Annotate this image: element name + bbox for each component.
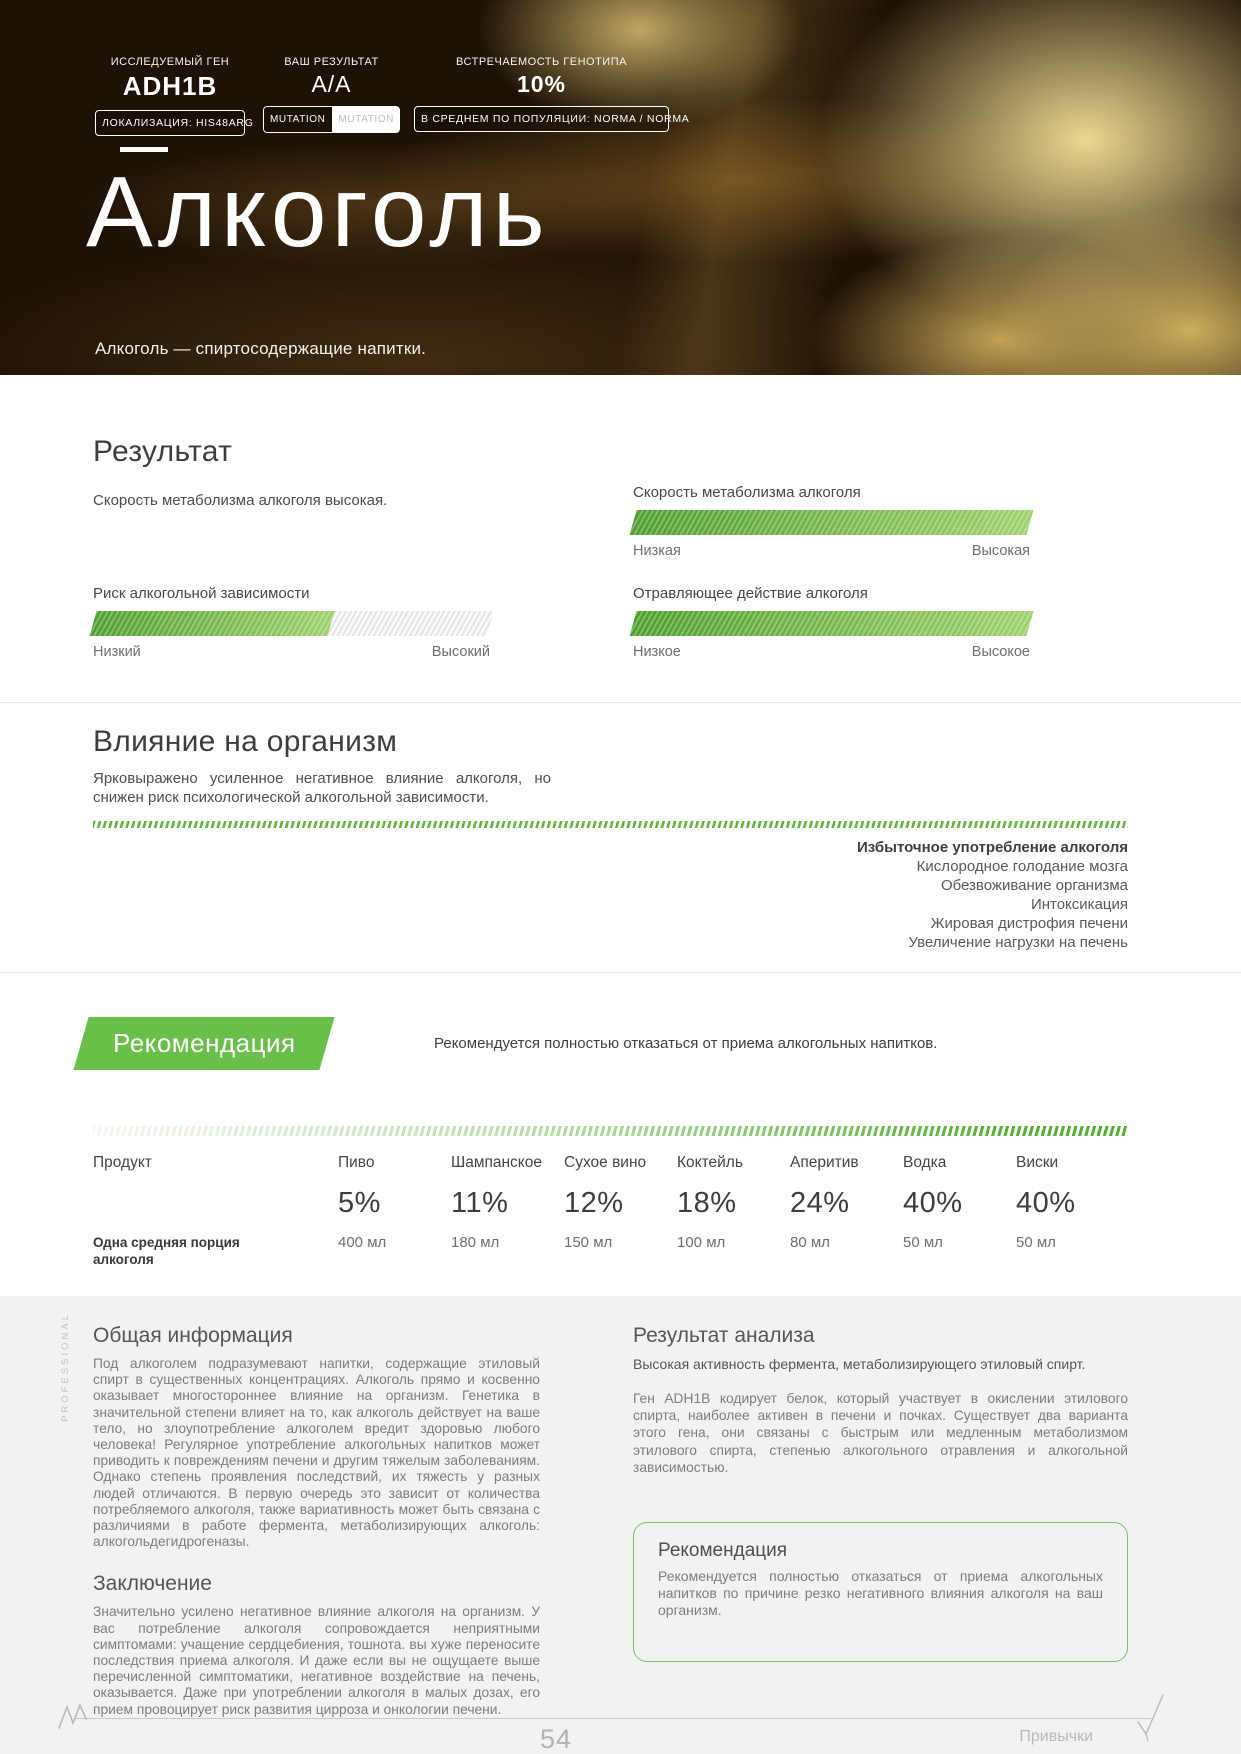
details-section [0,1296,1241,1754]
frequency-value: 10% [516,71,567,97]
stat-gene [95,56,254,136]
meter-scale [93,644,490,660]
strength-cell-empty [93,1172,338,1220]
column-header: Аперитив [790,1154,859,1171]
result-value: A/A [311,71,352,97]
meter-scale [633,543,1030,559]
portion-cell: 50 мл [903,1234,943,1251]
page-footer [75,1718,1151,1754]
meter-toxic-effect [633,585,1030,660]
result-label: ВАШ РЕЗУЛЬТАТ [284,56,379,68]
scale-min-label: Низкое [633,644,681,660]
scale-min-label: Низкая [633,543,681,559]
portion-cell: 100 мл [677,1234,726,1251]
portion-cell: 50 мл [1016,1234,1056,1251]
column-header: Шампанское [451,1154,543,1171]
details-columns [93,1324,1128,1718]
recommendation-box [633,1522,1128,1662]
meter-label: Скорость метаболизма алкоголя [633,484,861,501]
flourish-zigzag-icon [57,1702,93,1730]
portion-cell: 150 мл [564,1234,613,1251]
conclusion-text: Значительно усилено негативное влияние алкоголя на организм. У вас потребление алкоголя сопровождается неприятными симптомами: учащение сердцебиения, тошнота. вы хуже переносите последствия приема алкоголя. И даже если вы не ощущаете выше перечисленной симптоматики, негативное воздействие на печень, оказывается. Даже при употреблении алкоголя в малых дозах, его прием провоцирует риск развития цирроза и онкологии печени. [93,1604,540,1717]
mutation-toggle-right[interactable]: MUTATION [333,106,401,133]
portion-row-label: Одна средняя порция алкоголя [93,1235,240,1267]
green-hatch-divider [93,821,1128,828]
meter-metabolism-speed [633,484,1030,559]
mutation-toggle [263,106,400,133]
recommendation-banner-text: Рекомендуется полностью отказаться от приема алкогольных напитков. [434,1035,938,1052]
meter-label: Риск алкогольной зависимости [93,585,310,602]
influence-section [0,703,1241,973]
recommendation-section [0,973,1241,1268]
green-gradient-hatch-divider [93,1126,1128,1136]
recommendation-banner [93,1017,1128,1070]
strength-cell: 24% [790,1187,850,1219]
portion-cell: 80 мл [790,1234,830,1251]
effect-item: Кислородное голодание мозга [916,858,1128,875]
footer-divider [75,1718,1151,1719]
details-left-column [93,1324,540,1718]
meter-fill [89,611,334,636]
column-header: Виски [1016,1154,1059,1171]
scale-max-label: Высокая [971,543,1030,559]
page-number: 54 [540,1723,573,1754]
influence-heading: Влияние на организм [93,725,398,758]
result-section [0,375,1241,703]
strength-cell: 5% [338,1187,381,1219]
stat-genotype-frequency [414,56,690,132]
meter-track [629,510,1033,535]
checkmark-icon [1135,1692,1167,1742]
column-header-product: Продукт [93,1154,152,1171]
general-info-text: Под алкоголем подразумевают напитки, содержащие этиловый спирт в существенных концентрациях. Алкоголь прямо и косвенно оказывает многостороннее влияние на организм. Генетика в значительной степени влияет на то, как алкоголь действует на ваше тело, но злоупотребление алкоголем вредит здоровью любого человека! Регулярное употребление алкогольных напитков может приводить к повреждениям печени и другим тяжелым заболеваниям. Однако степень проявления последствий, их тяжесть у разных людей отличаются. В первую очередь это зависит от количества потребляемого алкоголя, также вариативность может быть связана с различиями в работе фермента, метаболизирующих алкоголь: алкогольдегидрогеназы. [93,1356,540,1550]
page-title: Алкоголь [86,156,550,268]
mutation-toggle-left[interactable]: MUTATION [263,106,333,133]
column-header: Водка [903,1154,947,1171]
recommendation-box-text: Рекомендуется полностью отказаться от приема алкогольных напитков по причине резко негативного влияния алкоголя на ваш организм. [658,1568,1103,1619]
professional-side-label: PROFESSIONAL [60,1312,71,1422]
footer-section-name: Привычки [1019,1727,1093,1745]
meter-fill [629,510,1033,535]
hero-stats-row [95,56,690,136]
effect-item: Интоксикация [1030,896,1128,913]
strength-cell: 18% [677,1187,737,1219]
meter-track [89,611,493,636]
title-dash [120,147,168,152]
strength-cell: 12% [564,1187,624,1219]
stat-result [263,56,400,133]
details-right-column [633,1324,1128,1718]
portion-cell: 180 мл [451,1234,500,1251]
scale-max-label: Высокое [971,644,1030,660]
analysis-lead: Высокая активность фермента, метаболизирующего этиловый спирт. [633,1356,1086,1372]
result-heading: Результат [93,435,233,468]
scale-max-label: Высокий [431,644,490,660]
effect-item: Обезвоживание организма [940,877,1128,894]
analysis-heading: Результат анализа [633,1324,815,1347]
column-header: Пиво [338,1154,375,1171]
page-subtitle: Алкоголь — спиртосодержащие напитки. [95,339,427,358]
meter-fill [629,611,1033,636]
recommendation-ribbon-label: Рекомендация [112,1028,296,1058]
effect-item: Жировая дистрофия печени [930,915,1128,932]
column-header: Коктейль [677,1154,743,1171]
gene-label: ИССЛЕДУЕМЫЙ ГЕН [110,56,230,68]
gene-localization-badge: ЛОКАЛИЗАЦИЯ: HIS48ARG [95,110,245,136]
scale-min-label: Низкий [93,644,141,660]
analysis-text: Ген ADH1B кодирует белок, который участвует в окислении этилового спирта, наиболее активен в печени и почках. Существует два варианта этого гена, они связаны с быстрым или медленным метаболизмом этилового спирта, степенью алкогольного отравления и алкогольной зависимостью. [633,1391,1128,1475]
recommendation-ribbon [73,1017,334,1070]
result-summary: Скорость метаболизма алкоголя высокая. [93,492,388,509]
effect-item: Избыточное употребление алкоголя [857,839,1128,856]
gene-value: ADH1B [122,71,218,101]
meter-scale [633,644,1030,660]
population-average-badge: В СРЕДНЕМ ПО ПОПУЛЯЦИИ: NORMA / NORMA [414,106,669,132]
portion-cell: 400 мл [338,1234,387,1251]
meter-track [629,611,1033,636]
strength-cell: 40% [903,1187,963,1219]
hero-header [0,0,1241,375]
column-header: Сухое вино [564,1154,647,1171]
recommendation-box-heading: Рекомендация [658,1540,788,1562]
conclusion-heading: Заключение [93,1572,212,1596]
effect-item: Увеличение нагрузки на печень [908,934,1128,951]
drinks-table [93,1154,1128,1268]
strength-cell: 11% [451,1187,509,1219]
meter-label: Отравляющее действие алкоголя [633,585,868,602]
influence-text: Ярковыражено усиленное негативное влияние алкоголя, но снижен риск психологической алкогольной зависимости. [93,770,551,806]
meter-addiction-risk [93,585,490,660]
general-info-heading: Общая информация [93,1324,293,1347]
effects-list [93,838,1128,952]
strength-cell: 40% [1016,1187,1076,1219]
frequency-label: ВСТРЕЧАЕМОСТЬ ГЕНОТИПА [456,56,627,68]
result-grid [93,484,1128,660]
